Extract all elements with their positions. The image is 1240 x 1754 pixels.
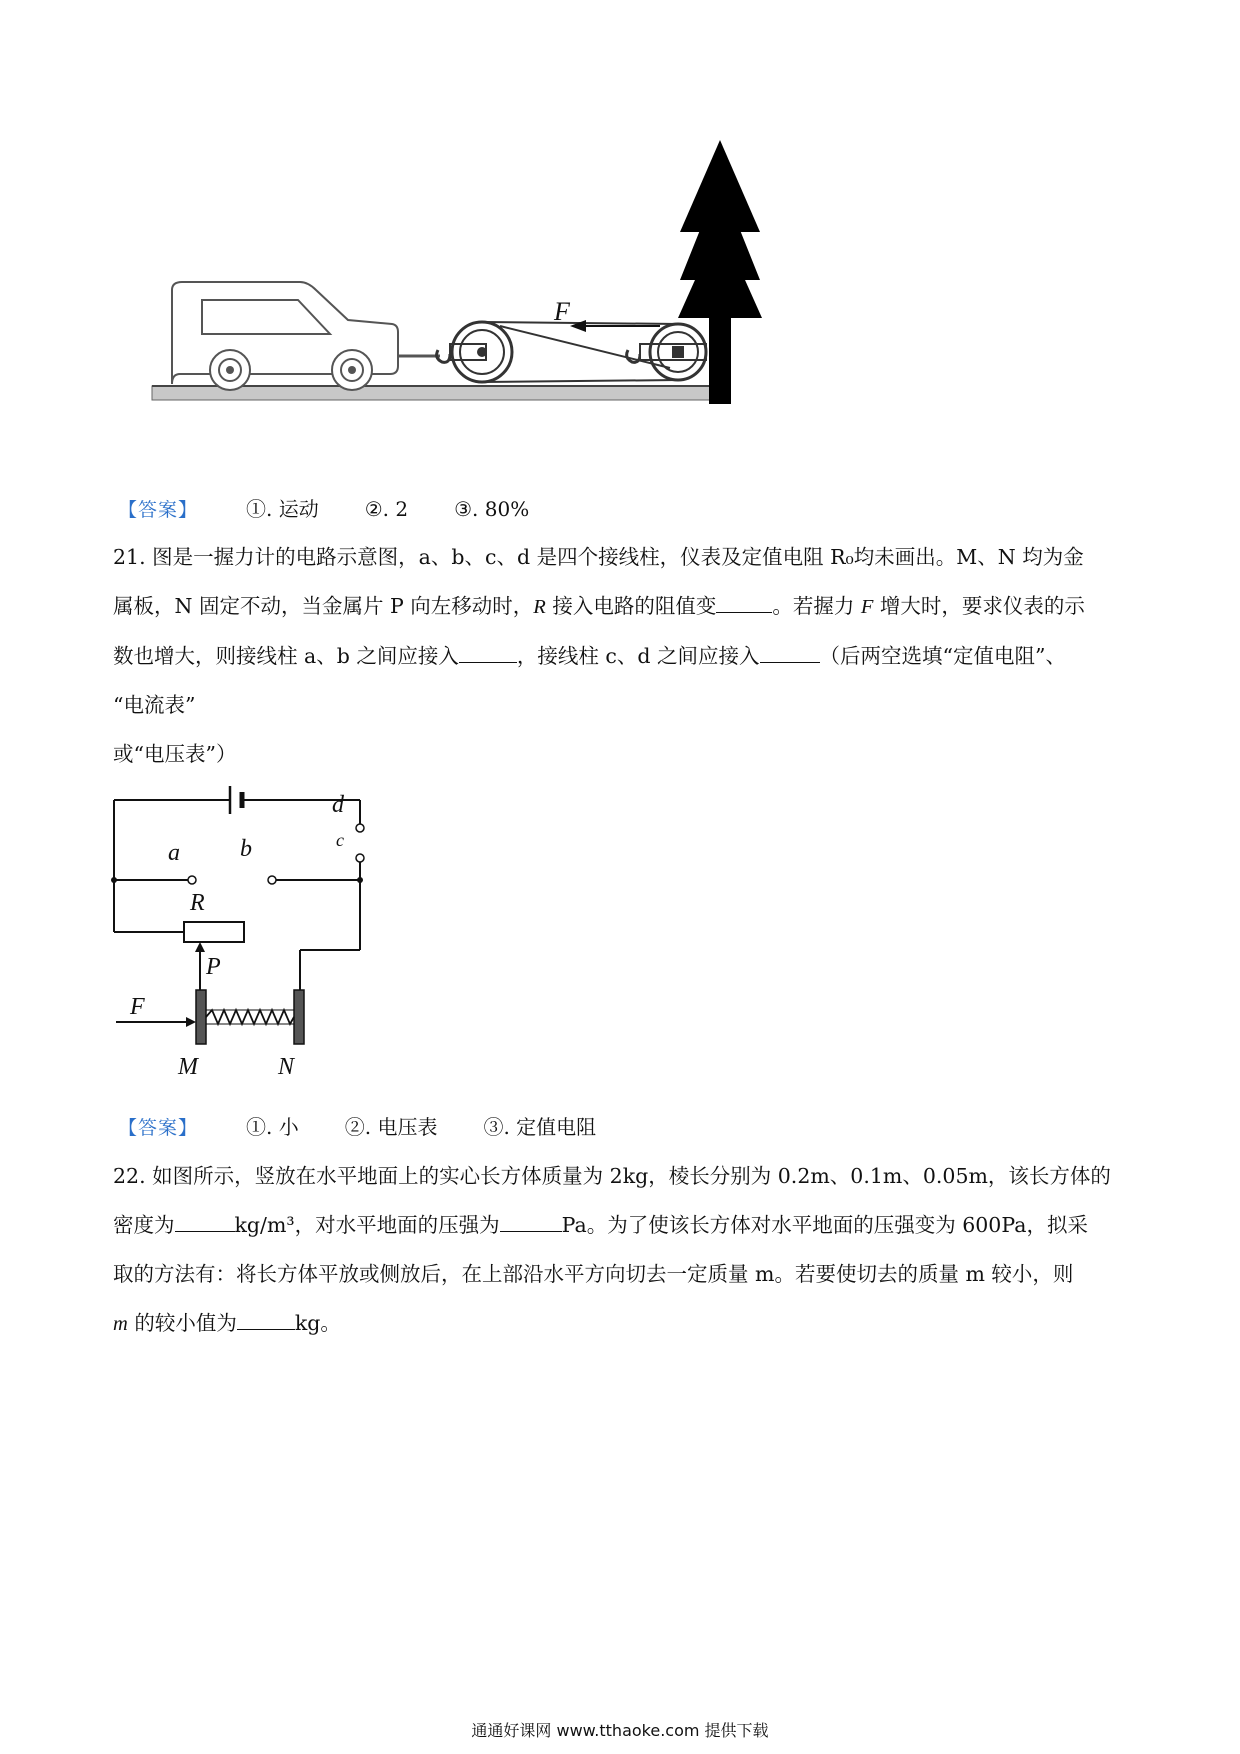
q21-var-R: R: [533, 596, 546, 618]
q22-line-1: [113, 1152, 1143, 1201]
plate-M: [196, 990, 206, 1044]
car-drawing: [172, 282, 440, 390]
answer-20: [118, 493, 575, 522]
q21-text-3b: ，接线柱 c、d 之间应接入: [516, 644, 760, 668]
pulley-figure: [130, 140, 790, 460]
answer-item-1: ①. 运动: [246, 497, 319, 521]
question-number: 21.: [113, 545, 146, 569]
answer-21: [118, 1111, 642, 1140]
answer-blank-1[interactable]: [716, 611, 772, 613]
plate-label-N: N: [278, 1054, 295, 1080]
fixed-pulley: [627, 324, 706, 380]
question-21: [113, 533, 1143, 779]
question-22: [113, 1152, 1143, 1349]
answer-item-2: ②. 2: [364, 497, 409, 521]
answer-blank-3[interactable]: [237, 1328, 295, 1330]
q22-line-4: [113, 1299, 1143, 1349]
q22-text-4b: 的较小值为: [127, 1311, 237, 1335]
q21-line-1: [113, 533, 1143, 582]
terminal-label-a: a: [168, 840, 180, 866]
q21-text-3a: 数也增大，则接线柱 a、b 之间应接入: [113, 644, 459, 668]
force-label: F: [130, 994, 145, 1020]
q21-line-4: “电流表”: [113, 693, 196, 717]
terminal-label-d: d: [332, 792, 344, 818]
answer-tag: 【答案】: [118, 1117, 199, 1139]
q21-line-3: [113, 632, 1143, 681]
q21-line-2: [113, 582, 1143, 632]
q22-text-4c: kg。: [294, 1311, 341, 1335]
q22-text-2b: kg/m³，对水平地面的压强为: [234, 1213, 500, 1237]
answer-blank-2[interactable]: [459, 661, 517, 663]
answer-blank-2[interactable]: [500, 1230, 562, 1232]
terminal-label-c: c: [336, 830, 344, 850]
answer-blank-3[interactable]: [760, 661, 820, 663]
answer-blank-1[interactable]: [175, 1230, 235, 1232]
page-footer: 通通好课网 www.tthaoke.com 提供下载: [471, 1721, 769, 1740]
q22-text-2c: Pa。为了使该长方体对水平地面的压强变为 600Pa，拟采: [561, 1213, 1088, 1237]
answer-item-3: ③. 定值电阻: [483, 1115, 597, 1139]
q21-text-2f: 增大时，要求仪表的示: [873, 594, 1085, 618]
q21-text-2d: 。若握力: [772, 594, 861, 618]
q22-var-m: m: [113, 1313, 128, 1335]
q21-text-1: 图是一握力计的电路示意图，a、b、c、d 是四个接线柱，仪表及定值电阻 R₀均未画出。M、N 均为金: [152, 545, 1084, 569]
q21-line-5: 或“电压表”）: [113, 742, 237, 766]
answer-item-1: ①. 小: [246, 1115, 299, 1139]
force-label: F: [554, 297, 570, 326]
q22-text-1: 如图所示，竖放在水平地面上的实心长方体质量为 2kg，棱长分别为 0.2m、0.1m、0.05m，该长方体的: [152, 1164, 1111, 1188]
answer-item-2: ②. 电压表: [344, 1115, 438, 1139]
q21-text-2a: 属板，N 固定不动，当金属片 P 向左移动时，: [113, 594, 534, 618]
circuit-figure: [100, 770, 400, 1090]
tree-drawing: [678, 140, 762, 404]
q21-text-3c: （后两空选填“定值电阻”、: [819, 644, 1066, 668]
plate-label-M: M: [178, 1054, 198, 1080]
q22-line-2: [113, 1201, 1143, 1250]
terminal-label-b: b: [240, 836, 252, 862]
question-number: 22.: [113, 1164, 146, 1188]
resistor-R: [184, 922, 244, 942]
q22-line-3: 取的方法有：将长方体平放或侧放后，在上部沿水平方向切去一定质量 m。若要使切去的质量 m 较小，则: [113, 1262, 1074, 1286]
plate-N: [294, 990, 304, 1044]
q21-var-F: F: [860, 596, 874, 618]
resistor-label: R: [190, 890, 205, 916]
slider-label: P: [206, 954, 221, 980]
answer-tag: 【答案】: [118, 499, 199, 521]
answer-item-3: ③. 80%: [454, 497, 530, 521]
movable-pulley: [437, 322, 512, 382]
q21-text-2c: 接入电路的阻值变: [545, 594, 717, 618]
q22-text-2a: 密度为: [113, 1213, 175, 1237]
spring: [206, 1010, 294, 1024]
